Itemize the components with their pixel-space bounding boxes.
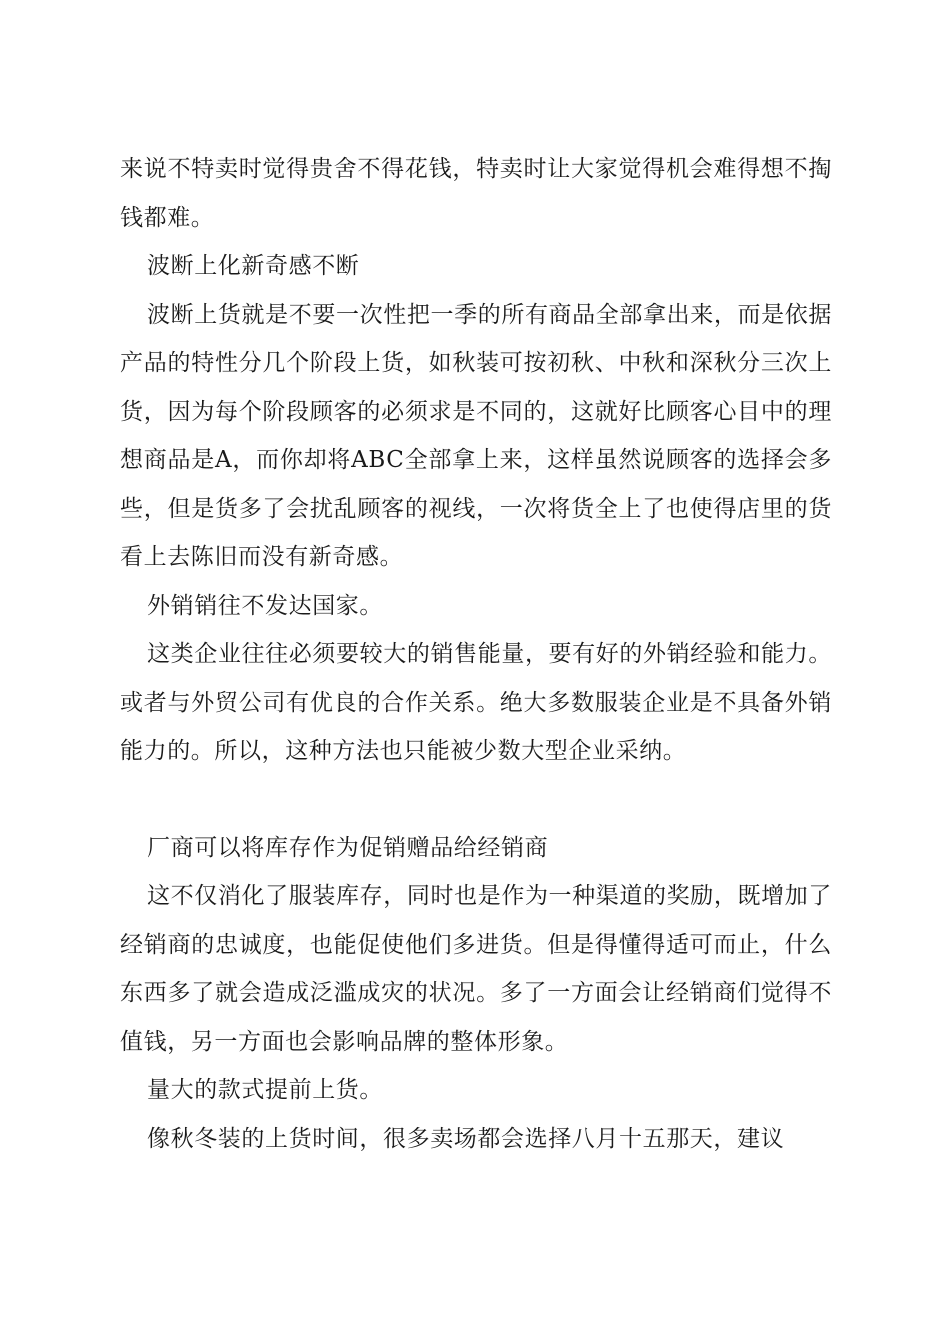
paragraph-1: 来说不特卖时觉得贵舍不得花钱，特卖时让大家觉得机会难得想不掏钱都难。 <box>120 156 832 231</box>
paragraph-promo-gift: 这不仅消化了服装库存，同时也是作为一种渠道的奖励，既增加了经销商的忠诚度，也能促使他们多进货。但是得懂得适可而止，什么东西多了就会造成泛滥成灾的状况。多了一方面会让经销商们觉得不值钱，另一方面也会影响品牌的整体形象。 <box>120 883 832 1055</box>
heading-wave-restock: 波断上化新奇感不断 <box>147 253 360 279</box>
paragraph-wave-restock: 波断上货就是不要一次性把一季的所有商品全部拿出来，而是依据产品的特性分几个阶段上货，如秋装可按初秋、中秋和深秋分三次上货，因为每个阶段顾客的必须求是不同的，这就好比顾客心目中的理想商品是A，而你却将ABC全部拿上来，这样虽然说顾客的选择会多些，但是货多了会扰乱顾客的视线，一次将货全上了也使得店里的货看上去陈旧而没有新奇感。 <box>120 301 832 570</box>
heading-promo-gift: 厂商可以将库存作为促销赠品给经销商 <box>147 834 549 861</box>
paragraph-export: 这类企业往往必须要较大的销售能量，要有好的外销经验和能力。或者与外贸公司有优良的合作关系。绝大多数服装企业是不具备外销能力的。所以，这种方法也只能被少数大型企业采纳。 <box>120 641 832 764</box>
heading-early-restock: 量大的款式提前上货。 <box>147 1077 383 1103</box>
paragraph-spacer <box>120 776 832 824</box>
paragraph-early-restock: 像秋冬装的上货时间，很多卖场都会选择八月十五那天，建议 <box>147 1125 785 1152</box>
document-body <box>120 145 832 1163</box>
heading-export: 外销销往不发达国家。 <box>147 592 383 619</box>
